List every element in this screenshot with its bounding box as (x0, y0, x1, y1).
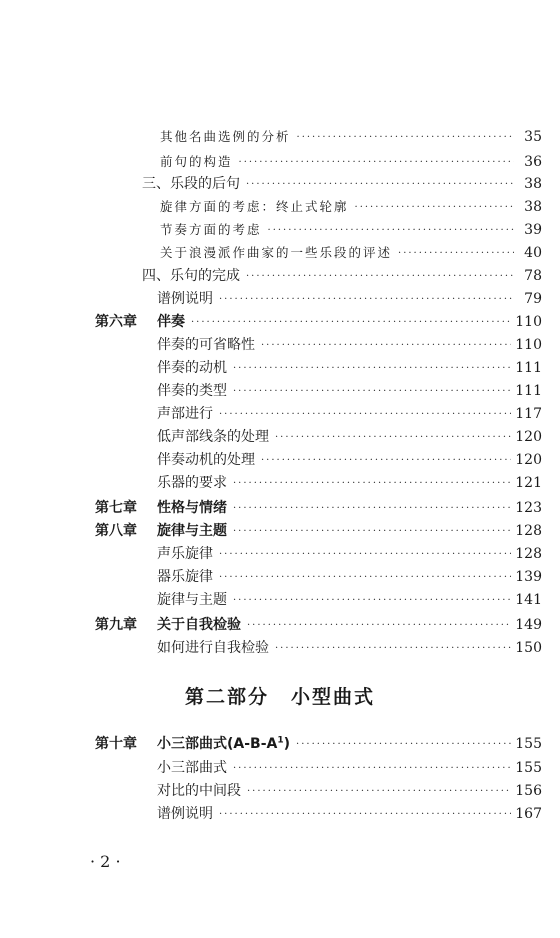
dot-leader (191, 311, 511, 333)
dot-leader (233, 757, 511, 779)
entry-title-text: 乐器的要求 (157, 475, 227, 491)
entry-title (157, 520, 227, 542)
entry-body (157, 566, 542, 588)
dot-leader (296, 733, 511, 755)
toc-entry (0, 757, 560, 779)
page-number: 40 (524, 245, 542, 261)
toc-entry (0, 426, 560, 448)
toc-entry (0, 380, 560, 402)
entry-body (160, 151, 542, 173)
toc-entry (0, 126, 560, 148)
entry-body (157, 803, 542, 825)
section-name: 小型曲式 (291, 686, 376, 708)
page-number: 150 (515, 640, 542, 656)
entry-title-text: 器乐旋律 (157, 569, 213, 585)
entry-title-text: 三、乐段的后句 (142, 176, 240, 192)
page-number: 120 (515, 429, 542, 445)
toc-entry (0, 196, 560, 218)
entry-title-text: 前句的构造 (160, 154, 233, 169)
entry-title-text: 关于浪漫派作曲家的一些乐段的评述 (160, 245, 393, 260)
entry-title (157, 380, 227, 402)
toc-entry (0, 566, 560, 588)
dot-leader (355, 196, 514, 218)
entry-body (157, 311, 542, 333)
entry-body (157, 357, 542, 379)
toc-entry (0, 449, 560, 471)
page-number: 38 (524, 176, 542, 192)
entry-title-text: 伴奏的动机 (157, 360, 227, 376)
entry-title-text: 谱例说明 (157, 806, 213, 822)
dot-leader (398, 242, 514, 264)
section-heading (0, 682, 560, 709)
dot-leader (246, 265, 514, 287)
dot-leader (297, 126, 514, 148)
chapter-number: 第八章 (95, 523, 137, 539)
chapter-number: 第六章 (95, 314, 137, 330)
entry-title (160, 219, 262, 241)
page-number: 39 (524, 222, 542, 238)
entry-title (142, 265, 240, 287)
dot-leader (246, 173, 514, 195)
entry-title (157, 449, 255, 471)
page-number: 121 (515, 475, 542, 491)
toc-entry (0, 497, 560, 519)
toc-entry (0, 151, 560, 173)
page-number: 139 (515, 569, 542, 585)
entry-body (157, 497, 542, 519)
entry-title-text: 小三部曲式 (157, 760, 227, 776)
page-number: 149 (515, 617, 542, 633)
entry-body (142, 265, 542, 287)
entry-body (157, 757, 542, 779)
page-number: 167 (515, 806, 542, 822)
entry-title-text: 低声部线条的处理 (157, 429, 269, 445)
entry-body (157, 472, 542, 494)
page-number: 155 (515, 760, 542, 776)
page-number: 36 (524, 154, 542, 170)
page-number: 110 (515, 337, 542, 353)
toc-entry (0, 265, 560, 287)
entry-title (157, 543, 213, 565)
toc-entry (0, 780, 560, 802)
toc-entry (0, 520, 560, 542)
entry-title-text: 伴奏的类型 (157, 383, 227, 399)
toc-entry (0, 614, 560, 636)
entry-body (157, 334, 542, 356)
page-number-footer: · 2 · (90, 852, 121, 871)
entry-title-text: 伴奏动机的处理 (157, 452, 255, 468)
entry-body (157, 780, 542, 802)
page-number: 79 (524, 291, 542, 307)
dot-leader (268, 219, 514, 241)
entry-title-text: 旋律方面的考虑：终止式轮廓 (160, 199, 349, 214)
toc-entry (0, 733, 560, 755)
entry-title (160, 126, 291, 148)
toc-entry (0, 589, 560, 611)
chapter-number: 第十章 (95, 736, 137, 752)
page-number: 128 (515, 523, 542, 539)
entry-title-text: 伴奏 (157, 314, 185, 330)
entry-title (157, 803, 213, 825)
entry-body (157, 380, 542, 402)
entry-title-superscript: 1 (277, 735, 284, 746)
toc-entry (0, 637, 560, 659)
entry-title (157, 311, 185, 333)
entry-title-text: 小三部曲式(A-B-A (157, 736, 278, 752)
toc-entry (0, 219, 560, 241)
entry-title (157, 403, 213, 425)
dot-leader (219, 403, 511, 425)
entry-body (157, 403, 542, 425)
entry-title (160, 151, 233, 173)
toc-entry (0, 472, 560, 494)
entry-body (160, 126, 542, 148)
dot-leader (219, 803, 511, 825)
dot-leader (239, 151, 514, 173)
dot-leader (233, 357, 511, 379)
entry-title-text: 对比的中间段 (157, 783, 241, 799)
entry-body (160, 196, 542, 218)
entry-body (157, 589, 542, 611)
dot-leader (219, 543, 511, 565)
entry-title-text: 旋律与主题 (157, 592, 227, 608)
page-number: 110 (515, 314, 542, 330)
entry-title-text: 性格与情绪 (157, 500, 227, 516)
page-number: 141 (515, 592, 542, 608)
entry-body (142, 173, 542, 195)
entry-title (157, 472, 227, 494)
entry-title (157, 497, 227, 519)
page-number: 35 (524, 129, 542, 145)
entry-title-text: 伴奏的可省略性 (157, 337, 255, 353)
dot-leader (233, 472, 511, 494)
entry-title-text: 旋律与主题 (157, 523, 227, 539)
toc-entry (0, 403, 560, 425)
entry-body (157, 637, 542, 659)
entry-title (157, 780, 241, 802)
entry-title (160, 242, 392, 264)
entry-title (157, 614, 241, 636)
toc-entry (0, 242, 560, 264)
entry-title (157, 334, 255, 356)
chapter-number: 第七章 (95, 500, 137, 516)
entry-title-end: ) (283, 736, 291, 752)
entry-body (157, 520, 542, 542)
dot-leader (233, 380, 511, 402)
entry-body (157, 614, 542, 636)
entry-title (142, 173, 240, 195)
entry-title-text: 其他名曲选例的分析 (160, 129, 291, 144)
toc-entry (0, 288, 560, 310)
toc-entry (0, 311, 560, 333)
page-number: 123 (515, 500, 542, 516)
section-part: 第二部分 (184, 686, 269, 708)
entry-body (157, 543, 542, 565)
page-number: 120 (515, 452, 542, 468)
entry-title-text: 关于自我检验 (157, 617, 241, 633)
page-number: 155 (515, 736, 542, 752)
toc-entry (0, 334, 560, 356)
entry-title (157, 733, 290, 755)
dot-leader (247, 780, 511, 802)
entry-title-text: 声乐旋律 (157, 546, 213, 562)
entry-body (160, 219, 542, 241)
dot-leader (233, 497, 511, 519)
page-number: 111 (515, 360, 542, 376)
dot-leader (219, 288, 514, 310)
entry-body (160, 242, 542, 264)
entry-body (157, 449, 542, 471)
dot-leader (233, 589, 511, 611)
dot-leader (233, 520, 511, 542)
dot-leader (261, 334, 511, 356)
entry-title-text: 声部进行 (157, 406, 213, 422)
entry-title (157, 637, 269, 659)
entry-title-text: 如何进行自我检验 (157, 640, 269, 656)
page-number: 117 (515, 406, 542, 422)
dot-leader (219, 566, 511, 588)
toc-entry (0, 357, 560, 379)
entry-title (157, 757, 227, 779)
dot-leader (261, 449, 511, 471)
entry-title (157, 426, 269, 448)
page-number: 78 (524, 268, 542, 284)
entry-body (157, 426, 542, 448)
page-number: 38 (524, 199, 542, 215)
entry-title (160, 196, 349, 218)
page-number: 128 (515, 546, 542, 562)
entry-title (157, 357, 227, 379)
entry-body (157, 733, 542, 755)
page-number: 156 (515, 783, 542, 799)
entry-title (157, 566, 213, 588)
toc-entry (0, 803, 560, 825)
entry-body (157, 288, 542, 310)
page-number: 111 (515, 383, 542, 399)
entry-title-text: 节奏方面的考虑 (160, 222, 262, 237)
dot-leader (275, 637, 511, 659)
dot-leader (275, 426, 511, 448)
toc-entry (0, 543, 560, 565)
entry-title-text: 谱例说明 (157, 291, 213, 307)
chapter-number: 第九章 (95, 617, 137, 633)
toc-entry (0, 173, 560, 195)
entry-title-text: 四、乐句的完成 (142, 268, 240, 284)
entry-title (157, 589, 227, 611)
entry-title (157, 288, 213, 310)
dot-leader (247, 614, 511, 636)
